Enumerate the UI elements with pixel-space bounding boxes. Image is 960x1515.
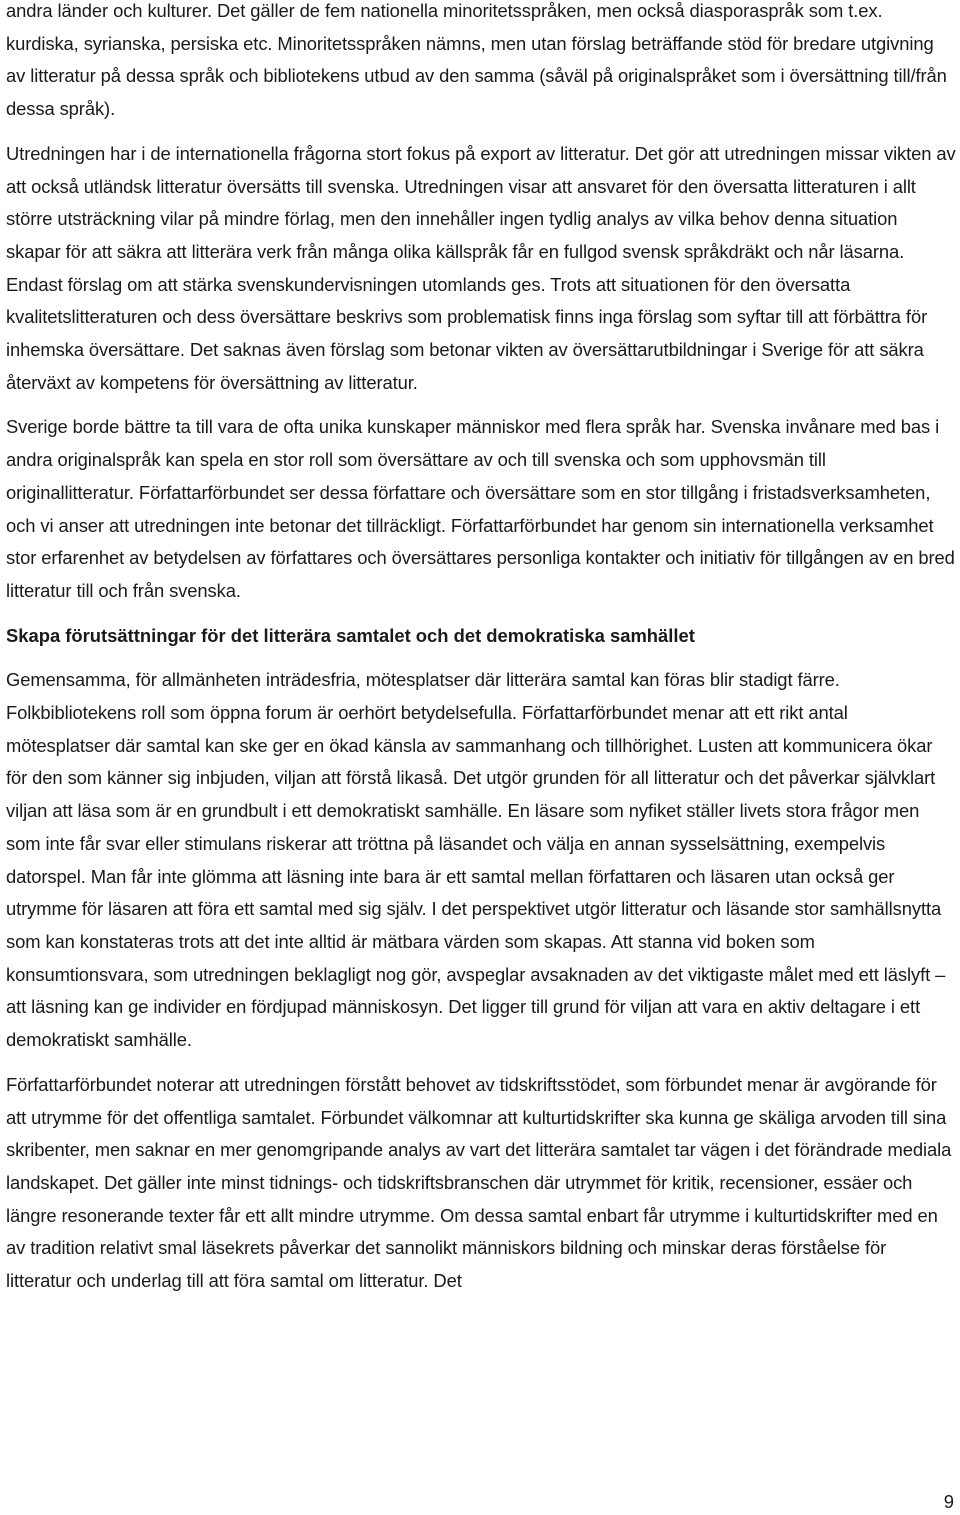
page-number: 9 bbox=[943, 1491, 954, 1512]
body-paragraph-2: Utredningen har i de internationella frågorna stort fokus på export av litteratur. Det gör att utredningen missar vikten av att också utländsk litteratur översätts till svenska. Utredningen visar att ansvaret för den översatta litteraturen i allt större utsträckning vilar på mindre förlag, men den innehåller ingen tydlig analys av vilka behov denna situation skapar för att säkra att litterära verk från många olika källspråk får en fullgod svensk språkdräkt och når läsarna. Endast förslag om att stärka svenskundervisningen utomlands ges. Trots att situationen för den översatta kvalitetslitteraturen och dess översättare beskrivs som problematisk finns inga förslag som syftar till att förbättra för inhemska översättare. Det saknas även förslag som betonar vikten av översättarutbildningar i Sverige för att säkra återväxt av kompetens för översättning av litteratur. bbox=[6, 142, 956, 393]
body-paragraph-4: Gemensamma, för allmänheten inträdesfria, mötesplatser där litterära samtal kan föras blir stadigt färre. Folkbibliotekens roll som öppna forum är oerhört betydelsefulla. Författarförbundet menar att ett rikt antal mötesplatser där samtal kan ske ger en ökad känsla av sammanhang och tillhörighet. Lusten att kommunicera ökar för den som känner sig inbjuden, viljan att förstå likaså. Det utgör grunden för all litteratur och det påverkar självklart viljan att läsa som är en grundbult i ett demokratiskt samhälle. En läsare som nyfiket ställer livets stora frågor men som inte får svar eller stimulans riskerar att tröttna på läsandet och välja en annan sysselsättning, exempelvis datorspel. Man får inte glömma att läsning inte bara är ett samtal mellan författaren och läsaren utan också ger utrymme för läsaren att föra ett samtal med sig själv. I det perspektivet utgör litteratur och läsande stor samhällsnytta som kan konstateras trots att det inte alltid är mätbara värden som skapas. Att stanna vid boken som konsumtionsvara, som utredningen beklagligt nog gör, avspeglar avsaknaden av det viktigaste målet med ett läslyft – att läsning kan ge individer en fördjupad människosyn. Det ligger till grund för viljan att vara en aktiv deltagare i ett demokratiskt samhälle. bbox=[6, 669, 946, 1051]
section-heading: Skapa förutsättningar för det litterära samtalet och det demokratiska samhället bbox=[6, 624, 695, 646]
body-paragraph-1: andra länder och kulturer. Det gäller de fem nationella minoritetsspråken, men också diasporaspråk som t.ex. kurdiska, syrianska, persiska etc. Minoritetsspråken nämns, men utan förslag beträffande stöd för bredare utgivning av litteratur på dessa språk och bibliotekens utbud av den samma (såväl på originalspråket som i översättning till/från dessa språk). bbox=[6, 0, 947, 120]
body-paragraph-5: Författarförbundet noterar att utredningen förstått behovet av tidskriftsstödet, som förbundet menar är avgörande för att utrymme för det offentliga samtalet. Förbundet välkomnar att kulturtidskrifter ska kunna ge skäliga arvoden till sina skribenter, men saknar en mer genomgripande analys av vart det litterära samtalet tar vägen i det förändrade mediala landskapet. Det gäller inte minst tidnings- och tidskriftsbranschen där utrymmet för kritik, recensioner, essäer och längre resonerande texter får ett allt mindre utrymme. Om dessa samtal enbart får utrymme i kulturtidskrifter med en av tradition relativt smal läsekrets påverkar det sannolikt människors bildning och minskar deras förståelse för litteratur och underlag till att föra samtal om litteratur. Det bbox=[6, 1073, 952, 1292]
body-paragraph-3: Sverige borde bättre ta till vara de ofta unika kunskaper människor med flera språk har. Svenska invånare med bas i andra originalspråk kan spela en stor roll som översättare av och till svenska och som upphovsmän till originallitteratur. Författarförbundet ser dessa författare och översättare som en stor tillgång i fristadsverksamheten, och vi anser att utredningen inte betonar det tillräckligt. Författarförbundet har genom sin internationella verksamhet stor erfarenhet av betydelsen av författares och översättares personliga kontakter och initiativ för tillgången av en bred litteratur till och från svenska. bbox=[6, 416, 955, 601]
